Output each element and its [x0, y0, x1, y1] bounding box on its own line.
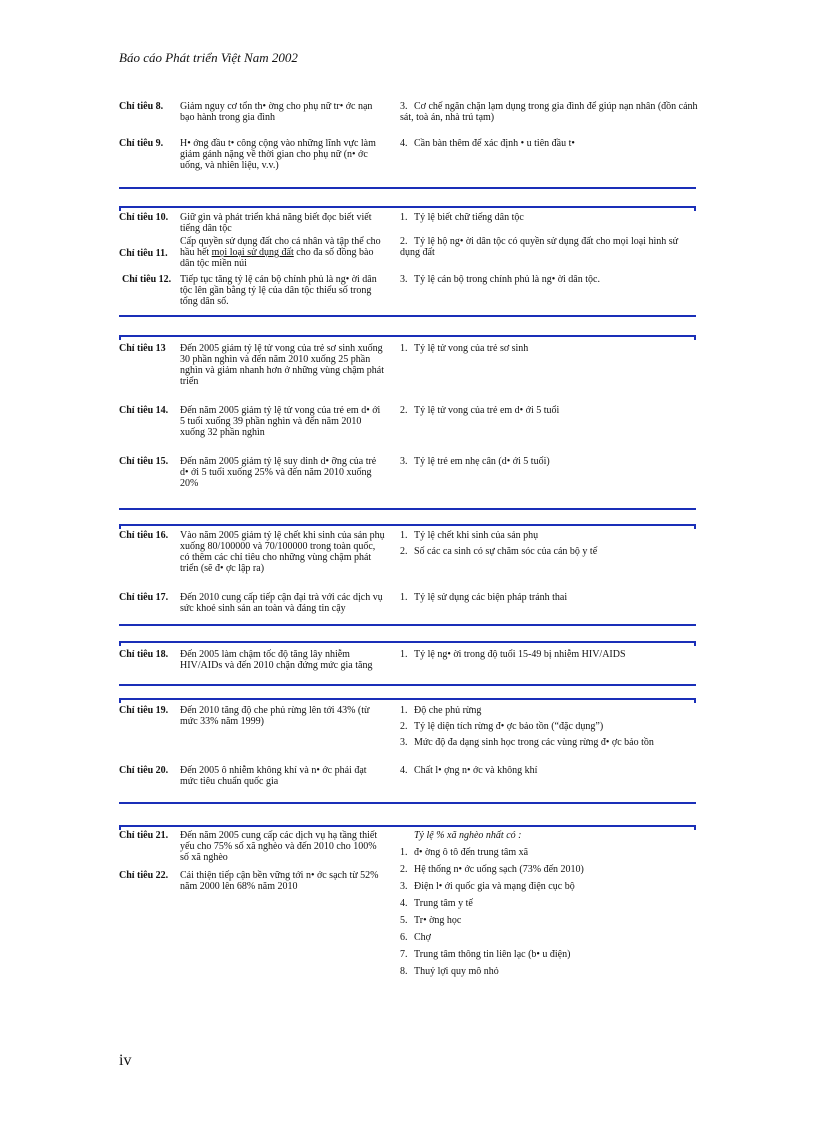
indicator-item [400, 705, 700, 716]
indicator-item [400, 966, 700, 977]
indicator-list [400, 101, 700, 123]
target-text: Đến 2005 làm chậm tốc độ tăng lây nhiễm HIV/AIDs và đến 2010 chặn đứng mức gia tăng [180, 649, 373, 671]
section-divider [119, 624, 696, 626]
indicator-item [400, 932, 700, 943]
section-top-rule [119, 641, 696, 643]
rule-tick [119, 641, 121, 646]
indicator-number: 1. [400, 343, 408, 354]
section-divider [119, 315, 696, 317]
indicator-number: 2. [400, 864, 408, 875]
target-text-part: Cấp quyền sử dụng đất cho cá nhân và tập thể cho hầu hết [180, 236, 381, 258]
indicator-text: Tỷ lệ cán bộ trong chính phủ là ng• ời dân tộc. [414, 274, 600, 285]
section-top-rule [119, 825, 696, 827]
indicator-text: Điện l• ới quốc gia và mạng điện cục bộ [414, 881, 575, 892]
indicator-number: 6. [400, 932, 408, 943]
indicator-list [400, 343, 700, 354]
target-label: Chỉ tiêu 11. [119, 248, 168, 259]
indicator-text: Tỷ lệ diện tích rừng đ• ợc bảo tồn (“đặc dụng”) [414, 721, 604, 732]
target-text: Tiếp tục tăng tỷ lệ cán bộ chính phủ là ng• ời dân tộc lên gần bằng tỷ lệ của dân tộc thiểu số trong tổng dân số. [180, 274, 377, 307]
target-label: Chỉ tiêu 21. [119, 830, 169, 841]
indicator-text: Tỷ lệ hộ ng• ời dân tộc có quyền sử dụng đất cho mọi loại hình sử dụng đất [400, 236, 679, 258]
target-text: Đến năm 2005 giảm tỷ lệ tử vong của trẻ em d• ới 5 tuổi xuống 39 phần nghìn và đến năm 2010 xuống 32 phần nghìn [180, 405, 381, 438]
indicator-list [400, 830, 700, 977]
indicator-list [400, 138, 700, 149]
target-text: Vào năm 2005 giảm tỷ lệ chết khi sinh của sản phụ xuống 80/100000 và 70/100000 trong toàn quốc, có thêm các chỉ tiêu cho những vùng chậm phát triển (sẽ đ• ợc lập ra) [180, 530, 385, 574]
indicator-list [400, 649, 700, 660]
indicator-list [400, 405, 700, 416]
indicator-number: 3. [400, 881, 408, 892]
indicator-number: 3. [400, 737, 408, 748]
indicator-text: Chợ [414, 932, 431, 943]
indicator-text: Cần bàn thêm để xác định • u tiên đầu t• [414, 138, 575, 149]
indicator-item [400, 915, 700, 926]
indicator-number: 1. [400, 212, 408, 223]
indicator-heading: Tỷ lệ % xã nghèo nhất có : [414, 830, 522, 841]
rule-tick [694, 641, 696, 646]
target-text-part: cho đa số đồng bào dân tộc miền núi [180, 247, 374, 269]
indicator-number: 2. [400, 405, 408, 416]
indicator-text: Tỷ lệ sử dụng các biện pháp tránh thai [414, 592, 568, 603]
target-text: Đến 2010 cung cấp tiếp cận đại trà với các dịch vụ sức khoẻ sinh sản an toàn và đáng tin cậy [180, 592, 383, 614]
rule-tick [119, 698, 121, 703]
target-text: Giảm nguy cơ tổn th• ờng cho phụ nữ tr• ớc nạn bạo hành trong gia đình [180, 101, 373, 123]
section-divider [119, 508, 696, 510]
indicator-number: 8. [400, 966, 408, 977]
indicator-list [400, 592, 700, 603]
indicator-text: Trung tâm thông tin liên lạc (b• u điện) [414, 949, 571, 960]
section-top-rule [119, 524, 696, 526]
target-label: Chỉ tiêu 22. [119, 870, 169, 881]
indicator-item [400, 721, 700, 732]
rule-tick [694, 206, 696, 211]
section-top-rule [119, 206, 696, 208]
indicator-number: 4. [400, 138, 408, 149]
rule-tick [694, 698, 696, 703]
indicator-item [400, 847, 700, 858]
indicator-number: 4. [400, 898, 408, 909]
target-label: Chỉ tiêu 12. [122, 274, 172, 285]
indicator-text: Hệ thống n• ớc uống sạch (73% đến 2010) [414, 864, 584, 875]
indicator-text: Tỷ lệ biết chữ tiếng dân tộc [414, 212, 524, 223]
indicator-text: đ• ờng ô tô đến trung tâm xã [414, 847, 529, 858]
indicator-list [400, 765, 700, 776]
target-text: Giữ gìn và phát triển khả năng biết đọc biết viết tiếng dân tộc [180, 212, 372, 234]
indicator-number: 2. [400, 236, 408, 247]
indicator-list [400, 530, 700, 557]
target-text: Đến 2010 tăng độ che phủ rừng lên tới 43% (từ mức 33% năm 1999) [180, 705, 370, 727]
indicator-number: 2. [400, 721, 408, 732]
target-text: Cải thiện tiếp cận bền vững tới n• ớc sạch từ 52% năm 2000 lên 68% năm 2010 [180, 870, 379, 892]
target-label: Chỉ tiêu 15. [119, 456, 169, 467]
target-text: H• ớng đầu t• công cộng vào những lĩnh vực làm giảm gánh nặng về thời gian cho phụ nữ (n• ớc uống, và nhiên liệu, v.v.) [180, 138, 376, 171]
indicator-list [400, 456, 700, 467]
indicator-item [400, 530, 700, 541]
indicator-number: 1. [400, 847, 408, 858]
indicator-number: 1. [400, 592, 408, 603]
indicator-number: 2. [400, 546, 408, 557]
indicator-number: 7. [400, 949, 408, 960]
target-label: Chỉ tiêu 10. [119, 212, 169, 223]
indicator-number: 4. [400, 765, 408, 776]
indicator-number: 5. [400, 915, 408, 926]
running-header: Báo cáo Phát triển Việt Nam 2002 [119, 50, 298, 65]
indicator-number: 1. [400, 649, 408, 660]
section-divider [119, 684, 696, 686]
rule-tick [694, 335, 696, 340]
indicator-number: 3. [400, 101, 408, 112]
target-text: Đến 2005 ô nhiễm không khí và n• ớc phải đạt mức tiêu chuẩn quốc gia [180, 765, 367, 787]
indicator-text: Số các ca sinh có sự chăm sóc của cán bộ y tế [414, 546, 598, 557]
section-top-rule [119, 698, 696, 700]
indicator-list [400, 236, 700, 258]
indicator-item [400, 864, 700, 875]
indicator-text: Trung tâm y tế [414, 898, 473, 909]
indicator-text: Thuỷ lợi quy mô nhỏ [414, 966, 499, 977]
indicator-text: Tỷ lệ tử vong của trẻ sơ sinh [414, 343, 529, 354]
indicator-text: Độ che phủ rừng [414, 705, 482, 716]
target-text: Đến năm 2005 giảm tỷ lệ suy dinh d• ỡng của trẻ d• ới 5 tuổi xuống 25% và đến năm 2010 xuống 20% [180, 456, 377, 489]
indicator-text: Tỷ lệ ng• ời trong độ tuổi 15-49 bị nhiễm HIV/AIDS [414, 649, 626, 660]
target-text: Đến năm 2005 cung cấp các dịch vụ hạ tầng thiết yếu cho 75% số xã nghèo và đến 2010 cho 100% số xã nghèo [180, 830, 378, 863]
target-label: Chỉ tiêu 9. [119, 138, 164, 149]
target-text-underlined: mọi loại sử dụng đất [211, 247, 294, 258]
indicator-item [400, 898, 700, 909]
indicator-text: Tỷ lệ tử vong của trẻ em d• ới 5 tuổi [414, 405, 560, 416]
page-number: iv [119, 1052, 132, 1069]
rule-tick [694, 524, 696, 529]
indicator-list [400, 705, 700, 748]
rule-tick [119, 524, 121, 529]
target-text [180, 236, 386, 269]
indicator-text: Tr• ờng học [414, 915, 462, 926]
target-label: Chỉ tiêu 18. [119, 649, 169, 660]
indicator-number: 1. [400, 705, 408, 716]
section-divider [119, 187, 696, 189]
indicator-number: 1. [400, 530, 408, 541]
target-text: Đến 2005 giảm tỷ lệ tử vong của trẻ sơ sinh xuống 30 phần nghìn và đến năm 2010 xuống 25 phần nghìn và giảm nhanh hơn ở những vùng chậm phát triển [180, 343, 385, 387]
target-label: Chỉ tiêu 16. [119, 530, 169, 541]
indicator-number: 3. [400, 456, 408, 467]
indicator-item [400, 881, 700, 892]
indicator-text: Tỷ lệ trẻ em nhẹ cân (d• ới 5 tuổi) [414, 456, 550, 467]
indicator-text: Chất l• ợng n• ớc và không khí [414, 765, 538, 776]
indicator-text: Cơ chế ngăn chặn lạm dụng trong gia đình để giúp nạn nhân (đồn cảnh sát, toà án, nhà trú tạm) [400, 101, 698, 123]
target-label: Chỉ tiêu 19. [119, 705, 169, 716]
indicator-item [400, 546, 700, 557]
target-label: Chỉ tiêu 17. [119, 592, 169, 603]
indicator-list [400, 212, 700, 223]
rule-tick [119, 335, 121, 340]
indicator-list [400, 274, 700, 285]
indicator-text: Mức độ đa dạng sinh học trong các vùng rừng đ• ợc bảo tồn [414, 737, 654, 748]
section-top-rule [119, 335, 696, 337]
indicator-item [400, 737, 700, 748]
indicator-number: 3. [400, 274, 408, 285]
indicator-item [400, 949, 700, 960]
section-divider [119, 802, 696, 804]
target-label: Chỉ tiêu 13 [119, 343, 166, 354]
target-label: Chỉ tiêu 20. [119, 765, 169, 776]
indicator-text: Tỷ lệ chết khi sinh của sản phụ [414, 530, 539, 541]
rule-tick [119, 206, 121, 211]
target-label: Chỉ tiêu 8. [119, 101, 164, 112]
target-label: Chỉ tiêu 14. [119, 405, 169, 416]
